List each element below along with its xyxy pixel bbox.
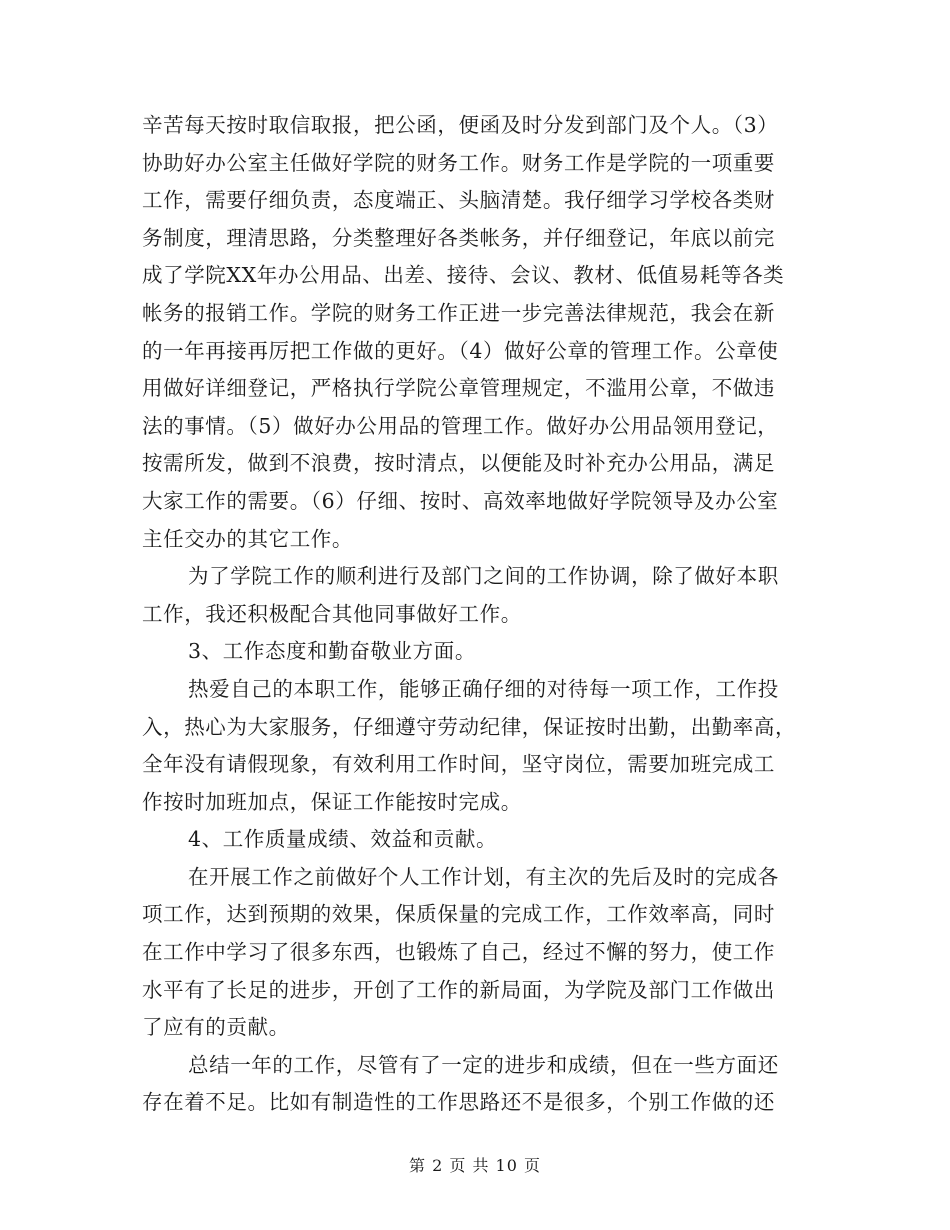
text-line: 4、工作质量成绩、效益和贡献。 — [188, 827, 498, 852]
text-line: 工作，需要仔细负责，态度端正、头脑清楚。我仔细学习学校各类财 — [142, 188, 775, 213]
text-line: 协助好办公室主任做好学院的财务工作。财务工作是学院的一项重要 — [142, 150, 775, 175]
text-line: 了应有的贡献。 — [142, 1015, 290, 1040]
text-line: 3、工作态度和勤奋敬业方面。 — [188, 639, 476, 664]
page-footer: 第 2 页 共 10 页 — [409, 1156, 541, 1175]
text-line: 主任交办的其它工作。 — [142, 526, 353, 551]
document-body — [142, 107, 802, 1122]
text-line: 法的事情。（5）做好办公用品的管理工作。做好办公用品领用登记， — [142, 413, 779, 438]
text-line: 存在着不足。比如有制造性的工作思路还不是很多，个别工作做的还 — [142, 1090, 775, 1115]
text-line: 为了学院工作的顺利进行及部门之间的工作协调，除了做好本职 — [188, 564, 779, 589]
text-line: 热爱自己的本职工作，能够正确仔细的对待每一项工作，工作投 — [188, 676, 779, 701]
text-line: 用做好详细登记，严格执行学院公章管理规定，不滥用公章，不做违 — [142, 376, 775, 401]
text-line: 帐务的报销工作。学院的财务工作正进一步完善法律规范，我会在新 — [142, 300, 775, 325]
text-line: 在开展工作之前做好个人工作计划，有主次的先后及时的完成各 — [188, 864, 779, 889]
text-line: 作按时加班加点，保证工作能按时完成。 — [142, 789, 522, 814]
text-line: 项工作，达到预期的效果，保质保量的完成工作，工作效率高，同时 — [142, 902, 775, 927]
text-line: 总结一年的工作，尽管有了一定的进步和成绩，但在一些方面还 — [188, 1052, 779, 1077]
text-line: 水平有了长足的进步，开创了工作的新局面，为学院及部门工作做出 — [142, 977, 775, 1002]
text-line: 按需所发，做到不浪费，按时清点，以便能及时补充办公用品，满足 — [142, 451, 775, 476]
text-line: 全年没有请假现象，有效利用工作时间，坚守岗位，需要加班完成工 — [142, 752, 775, 777]
text-line: 辛苦每天按时取信取报，把公函，便函及时分发到部门及个人。（3） — [142, 113, 779, 137]
text-line: 的一年再接再厉把工作做的更好。（4）做好公章的管理工作。公章使 — [142, 338, 779, 363]
text-line: 大家工作的需要。（6）仔细、按时、高效率地做好学院领导及办公室 — [142, 488, 779, 513]
text-line: 工作，我还积极配合其他同事做好工作。 — [142, 601, 522, 626]
text-line: 务制度，理清思路，分类整理好各类帐务，并仔细登记，年底以前完 — [142, 225, 775, 250]
text-line: 入，热心为大家服务，仔细遵守劳动纪律，保证按时出勤，出勤率高， — [142, 714, 797, 739]
text-line: 成了学院XX年办公用品、出差、接待、会议、教材、低值易耗等各类 — [142, 263, 785, 288]
text-line: 在工作中学习了很多东西，也锻炼了自己，经过不懈的努力，使工作 — [142, 940, 775, 965]
